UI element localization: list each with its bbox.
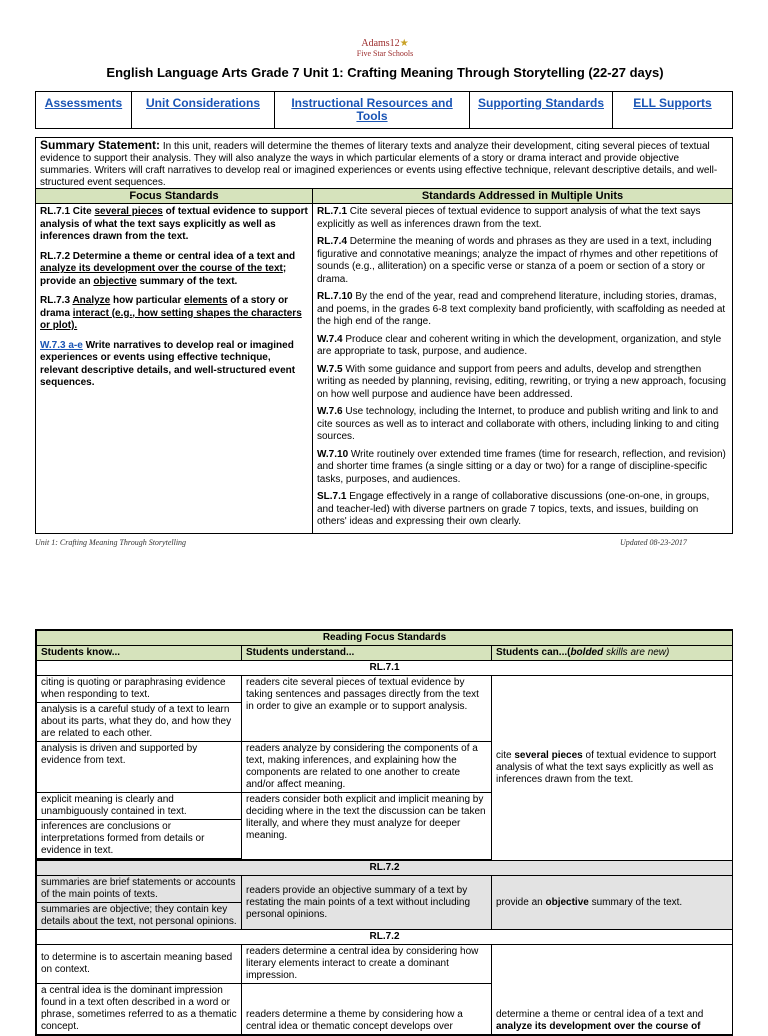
district-logo [340, 38, 430, 64]
logo-line1: Adams12 [361, 38, 400, 49]
nav-unit-considerations[interactable]: Unit Considerations [132, 92, 275, 128]
multiple-units-header: Standards Addressed in Multiple Units [313, 189, 732, 203]
nav-assessments[interactable]: Assessments [36, 92, 132, 128]
know-cell: a central idea is the dominant impression found in a text often described in a word or phrase, sometimes referred to as a thematic concept. [37, 984, 242, 1035]
know-cell: explicit meaning is clearly and unambiguously contained in text. [37, 793, 242, 820]
know-cell: summaries are objective; they contain key details about the text, not personal opinions. [37, 903, 242, 930]
focus-standards-column [36, 204, 313, 533]
know-cell: citing is quoting or paraphrasing evidence when responding to text. [37, 676, 242, 703]
page-title: English Language Arts Grade 7 Unit 1: Crafting Meaning Through Storytelling (22-27 days) [106, 65, 664, 80]
multi-standard: RL.7.10 By the end of the year, read and comprehend literature, including stories, dramas, and poems, in the grades 6-8 text complexity band proficiently, with scaffolding as needed at the high end of the range. [317, 291, 726, 327]
understand-cell: readers consider both explicit and implicit meaning by deciding where in the text the discussion can be taken literally, and where they must analyze for deeper meaning. [242, 793, 492, 860]
multi-standard: W.7.6 Use technology, including the Internet, to produce and publish writing and link to and cite sources as well as to interact and collaborate with others, including linking to and citing sources. [317, 406, 719, 442]
multi-standard: RL.7.4 Determine the meaning of words and phrases as they are used in a text, including figurative and connotative meanings; analyze the impact of rhymes and other repetitions of sounds (e.g., alliteration) on a specific verse or stanza of a poem or section of a story or drama. [317, 236, 718, 285]
multiple-units-column [313, 204, 732, 533]
multi-standard: W.7.4 Produce clear and coherent writing in which the development, organization, and style are appropriate to task, purpose, and audience. [317, 333, 722, 357]
col-know-header: Students know... [37, 646, 242, 661]
reading-table-title: Reading Focus Standards [37, 631, 733, 646]
section-rl72: RL.7.2 [37, 861, 733, 876]
footer-updated: Updated 08-23-2017 [620, 538, 687, 547]
understand-cell: readers determine a theme by considering how a central idea or thematic concept develops over [242, 984, 492, 1035]
section-rl71: RL.7.1 [37, 661, 733, 676]
focus-rl73: RL.7.3 Analyze how particular elements of a story or drama interact (e.g., how setting shapes the characters or plot). [40, 295, 302, 331]
know-cell: inferences are conclusions or interpretations formed from details or evidence in text. [37, 820, 242, 859]
know-cell: analysis is driven and supported by evidence from text. [37, 742, 242, 793]
can-cell: cite several pieces of textual evidence to support analysis of what the text says explicitly as well as inferences drawn from the text. [492, 676, 733, 861]
know-cell: to determine is to ascertain meaning based on context. [37, 945, 242, 984]
footer-unit: Unit 1: Crafting Meaning Through Storytelling [35, 538, 187, 547]
multi-standard: RL.7.1 Cite several pieces of textual evidence to support analysis of what the text says explicitly as well as inferences drawn from the text. [317, 206, 701, 230]
multi-standard: SL.7.1 Engage effectively in a range of collaborative discussions (one-on-one, in groups, and teacher-led) with diverse partners on grade 7 topics, texts, and issues, building on others' ideas and expressing their own clearly. [317, 491, 710, 527]
unit-nav [35, 91, 733, 129]
nav-supporting-standards[interactable]: Supporting Standards [470, 92, 613, 128]
summary-text: In this unit, readers will determine the themes of literary texts and analyze their development, citing several pieces of textual evidence to support their analysis. They will also analyze the ways in which particular elements of a story or drama interact and provide objective summaries. Writers will craft narratives to develop real or imagined experiences or events using effective technique, relevant descriptive details, and well-structured event sequences. [40, 141, 718, 188]
know-cell: summaries are brief statements or accounts of the main points of texts. [37, 876, 242, 903]
can-cell: provide an objective summary of the text. [492, 876, 733, 930]
focus-rl71: RL.7.1 Cite several pieces of textual evidence to support analysis of what the text says explicitly as well as inferences drawn from the text. [40, 206, 308, 242]
nav-instructional-resources[interactable]: Instructional Resources and Tools [275, 92, 470, 128]
understand-cell: readers determine a central idea by considering how literary elements interact to create a dominant impression. [242, 945, 492, 984]
understand-cell: readers cite several pieces of textual evidence by taking sentences and passages directly from the text in order to give an example or to support analysis. [242, 676, 492, 742]
multi-standard: W.7.5 With some guidance and support from peers and adults, develop and strengthen writing as needed by planning, revising, editing, rewriting, or trying a new approach, focusing on how well purpose and audience have been addressed. [317, 363, 727, 400]
col-understand-header: Students understand... [242, 646, 492, 661]
standards-table [35, 137, 733, 534]
reading-focus-table [35, 629, 733, 1036]
can-cell: determine a theme or central idea of a text and analyze its development over the course of [492, 945, 733, 1035]
focus-w73: W.7.3 a-e Write narratives to develop real or imagined experiences or events using effective technique, relevant descriptive details, and well-structured event sequences. [40, 339, 296, 388]
multi-standard: W.7.10 Write routinely over extended time frames (time for research, reflection, and revision) and shorter time frames (a single sitting or a day or two) for a range of discipline-specific tasks, purposes, and audiences. [317, 448, 726, 485]
understand-cell: readers provide an objective summary of a text by restating the main points of a text without including personal opinions. [242, 876, 492, 930]
summary-label: Summary Statement: [40, 138, 161, 152]
summary-statement [36, 138, 732, 189]
focus-rl72: RL.7.2 Determine a theme or central idea of a text and analyze its development over the course of the text; provide an objective summary of the text. [40, 250, 296, 287]
star-icon: ★ [399, 38, 409, 49]
understand-cell: readers analyze by considering the components of a text, making inferences, and explaining how the components are related to one another to create and/or affect meaning. [242, 742, 492, 793]
col-can-header: Students can...(bolded skills are new) [492, 646, 733, 661]
know-cell: analysis is a careful study of a text to learn about its parts, what they do, and how they are related to each other. [37, 703, 242, 742]
focus-standards-header: Focus Standards [36, 189, 313, 203]
logo-line2: Five Star Schools [356, 49, 414, 58]
section-rl72-theme: RL.7.2 [37, 930, 733, 945]
w73-link[interactable]: W.7.3 a-e [40, 339, 83, 351]
nav-ell-supports[interactable]: ELL Supports [633, 96, 712, 110]
